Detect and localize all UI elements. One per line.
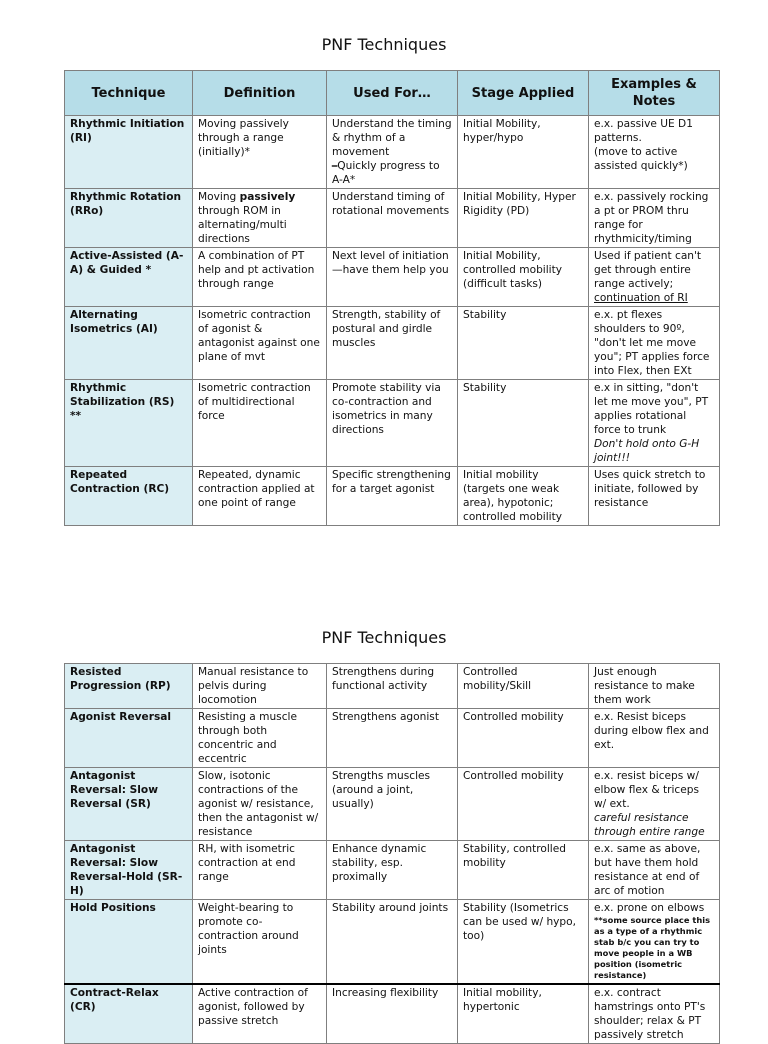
- definition-bold: passively: [239, 191, 296, 203]
- definition-cell: A combination of PT help and pt activation through range: [193, 248, 327, 307]
- notes-cell: Uses quick stretch to initiate, followed by resistance: [589, 467, 720, 526]
- stage-cell: Controlled mobility: [458, 768, 589, 841]
- used-for-cell: Stability around joints: [327, 900, 458, 984]
- stage-cell: Initial mobility (targets one weak area), hypotonic; controlled mobility: [458, 467, 589, 526]
- pnf-techniques-table-2: [64, 663, 720, 1044]
- table-header-row: [65, 71, 720, 116]
- stage-text: Initial Mobility, Hyper: [463, 191, 576, 203]
- notes-cell: Just enough resistance to make them work: [589, 664, 720, 709]
- notes-text: e.x. passive UE D1 patterns.: [594, 118, 693, 144]
- definition-cell: Slow, isotonic contractions of the agonist w/ resistance, then the antagonist w/ resistance: [193, 768, 327, 841]
- notes-cell: e.x. Resist biceps during elbow flex and ext.: [589, 709, 720, 768]
- table1-title: PNF Techniques: [321, 35, 447, 54]
- technique-cell: Agonist Reversal: [65, 709, 193, 768]
- notes-text: e.x. resist biceps w/ elbow flex & triceps w/ ext.: [594, 770, 700, 810]
- notes-cell: e.x. same as above, but have them hold resistance at end of arc of motion: [589, 841, 720, 900]
- table-row: [65, 307, 720, 380]
- notes-italic: Don't hold onto G-H joint!!!: [594, 438, 700, 464]
- definition-cell: Active contraction of agonist, followed by passive stretch: [193, 984, 327, 1044]
- definition-cell: Manual resistance to pelvis during locomotion: [193, 664, 327, 709]
- definition-post: through ROM in alternating/multi directions: [198, 205, 287, 245]
- used-for-cell: Promote stability via co-contraction and isometrics in many directions: [327, 380, 458, 467]
- definition-pre: Moving: [198, 191, 240, 203]
- header-technique: Technique: [65, 71, 193, 116]
- used-for-cell: Strengths muscles (around a joint, usually): [327, 768, 458, 841]
- definition-cell: [193, 189, 327, 248]
- notes-text: e.x in sitting, "don't let me move you", PT applies rotational force to trunk: [594, 382, 709, 436]
- stage-cell: [458, 189, 589, 248]
- table-row: [65, 841, 720, 900]
- notes-cell: [589, 116, 720, 189]
- stage-cell: Initial Mobility, controlled mobility (difficult tasks): [458, 248, 589, 307]
- technique-cell: Resisted Progression (RP): [65, 664, 193, 709]
- stage-cell: Initial Mobility, hyper/hypo: [458, 116, 589, 189]
- technique-cell: Alternating Isometrics (AI): [65, 307, 193, 380]
- table-row: [65, 248, 720, 307]
- technique-cell: Rhythmic Stabilization (RS) **: [65, 380, 193, 467]
- used-for-extra-text: Quickly progress to A-A*: [332, 160, 440, 186]
- header-examples-notes: Examples & Notes: [589, 71, 720, 116]
- used-for-cell: Increasing flexibility: [327, 984, 458, 1044]
- header-stage-applied: Stage Applied: [458, 71, 589, 116]
- technique-cell: Rhythmic Initiation (RI): [65, 116, 193, 189]
- notes-cell: [589, 380, 720, 467]
- used-for-cell: Strengthens agonist: [327, 709, 458, 768]
- used-for-cell: Enhance dynamic stability, esp. proximally: [327, 841, 458, 900]
- notes-text: e.x. prone on elbows: [594, 902, 705, 914]
- definition-cell: RH, with isometric contraction at end range: [193, 841, 327, 900]
- notes-underlined: continuation of RI: [594, 292, 688, 304]
- used-for-cell: [327, 116, 458, 189]
- header-definition: Definition: [193, 71, 327, 116]
- stage-cell: Controlled mobility/Skill: [458, 664, 589, 709]
- definition-cell: Repeated, dynamic contraction applied at one point of range: [193, 467, 327, 526]
- used-for-cell: Strengthens during functional activity: [327, 664, 458, 709]
- used-for-cell: Understand timing of rotational movements: [327, 189, 458, 248]
- table-row: [65, 467, 720, 526]
- technique-cell: Antagonist Reversal: Slow Reversal-Hold (SR-H): [65, 841, 193, 900]
- used-for-cell: Strength, stability of postural and girdle muscles: [327, 307, 458, 380]
- notes-cell: [589, 768, 720, 841]
- table2-title: PNF Techniques: [321, 628, 447, 647]
- definition-cell: Isometric contraction of multidirectional force: [193, 380, 327, 467]
- arrow-icon: ⎯: [332, 160, 338, 172]
- stage-cell: Stability (Isometrics can be used w/ hypo, too): [458, 900, 589, 984]
- table-row: [65, 768, 720, 841]
- notes-small: **some source place this as a type of a rhythmic stab b/c you can try to move people in a WB position (isometric resistance): [594, 915, 711, 980]
- stage-extra: Rigidity (PD): [463, 205, 530, 217]
- pnf-techniques-table-1: [64, 70, 720, 526]
- stage-cell: Controlled mobility: [458, 709, 589, 768]
- table-row: [65, 709, 720, 768]
- definition-cell: Resisting a muscle through both concentric and eccentric: [193, 709, 327, 768]
- used-for-cell: Specific strengthening for a target agonist: [327, 467, 458, 526]
- stage-cell: Stability, controlled mobility: [458, 841, 589, 900]
- technique-cell: Active-Assisted (A-A) & Guided *: [65, 248, 193, 307]
- definition-cell: Isometric contraction of agonist & antagonist against one plane of mvt: [193, 307, 327, 380]
- definition-cell: Moving passively through a range (initially)*: [193, 116, 327, 189]
- technique-cell: Hold Positions: [65, 900, 193, 984]
- used-for-cell: Next level of initiation—have them help you: [327, 248, 458, 307]
- table-row: [65, 900, 720, 984]
- used-for-extra: [332, 159, 452, 187]
- table-row: [65, 116, 720, 189]
- technique-cell: Repeated Contraction (RC): [65, 467, 193, 526]
- notes-extra: (move to active assisted quickly*): [594, 146, 688, 172]
- notes-italic: careful resistance through entire range: [594, 812, 705, 838]
- header-used-for: Used For…: [327, 71, 458, 116]
- notes-cell: [589, 248, 720, 307]
- stage-cell: Initial mobility, hypertonic: [458, 984, 589, 1044]
- notes-text: Used if patient can't get through entire range actively;: [594, 250, 702, 290]
- definition-cell: Weight-bearing to promote co-contraction around joints: [193, 900, 327, 984]
- notes-cell: e.x. contract hamstrings onto PT's shoulder; relax & PT passively stretch: [589, 984, 720, 1044]
- stage-cell: Stability: [458, 380, 589, 467]
- table-row: [65, 189, 720, 248]
- table-row: [65, 984, 720, 1044]
- stage-cell: Stability: [458, 307, 589, 380]
- notes-cell: e.x. pt flexes shoulders to 90º, "don't let me move you"; PT applies force into Flex, then EXt: [589, 307, 720, 380]
- technique-cell: Antagonist Reversal: Slow Reversal (SR): [65, 768, 193, 841]
- notes-cell: [589, 900, 720, 984]
- used-for-text: Understand the timing & rhythm of a movement: [332, 118, 452, 158]
- technique-cell: Rhythmic Rotation (RRo): [65, 189, 193, 248]
- table-row: [65, 664, 720, 709]
- technique-cell: Contract-Relax (CR): [65, 984, 193, 1044]
- notes-cell: e.x. passively rocking a pt or PROM thru range for rhythmicity/timing: [589, 189, 720, 248]
- table-row: [65, 380, 720, 467]
